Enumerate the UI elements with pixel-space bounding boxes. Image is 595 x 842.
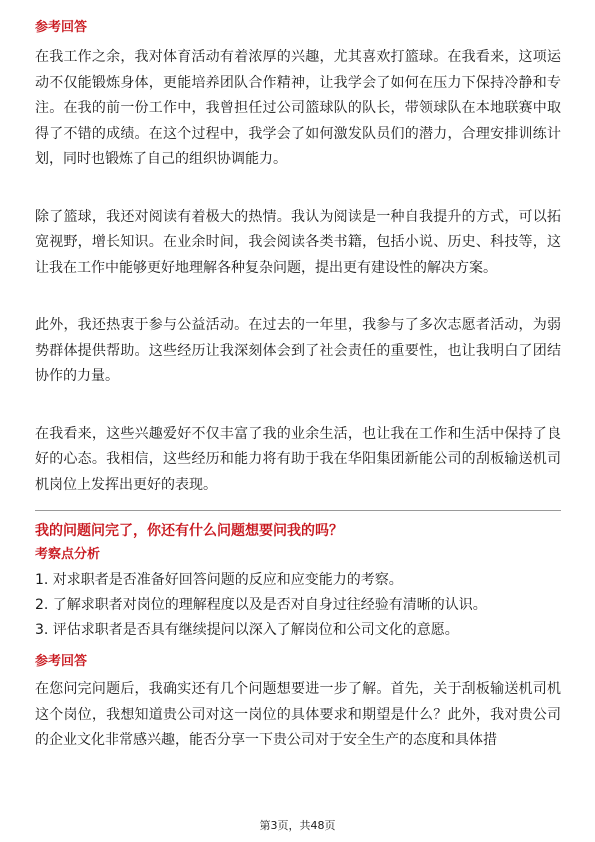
page-number: 第3页，共48页 (259, 819, 336, 832)
answer-paragraph-3: 此外，我还热衷于参与公益活动。在过去的一年里，我参与了多次志愿者活动，为弱势群体提供帮助。这些经历让我深刻体会到了社会责任的重要性，也让我明白了团结协作的力量。 (35, 317, 561, 384)
answer-paragraph-4: 在我看来，这些兴趣爱好不仅丰富了我的业余生活，也让我在工作和生活中保持了良好的心态。我相信，这些经历和能力将有助于我在华阳集团新能公司的刮板输送机司机岗位上发挥出更好的表现。 (35, 425, 561, 493)
answer-heading: 参考回答 (35, 20, 88, 35)
answer-paragraph-2: 除了篮球，我还对阅读有着极大的热情。我认为阅读是一种自我提升的方式，可以拓宽视野，增长知识。在业余时间，我会阅读各类书籍，包括小说、历史、科技等，这让我在工作中能够更好地理解各种复杂问题，提出更有建设性的解决方案。 (35, 208, 561, 276)
answer-paragraph-5: 在您问完问题后，我确实还有几个问题想要进一步了解。首先，关于刮板输送机司机这个岗位，我想知道贵公司对这一岗位的具体要求和期望是什么？此外，我对贵公司的企业文化非常感兴趣，能否分享一下贵公司对于安全生产的态度和具体措 (35, 681, 561, 748)
analysis-heading: 考察点分析 (35, 547, 101, 562)
analysis-item-2: 2. 了解求职者对岗位的理解程度以及是否对自身过往经验有清晰的认识。 (35, 597, 487, 613)
interview-question: 我的问题问完了，你还有什么问题想要问我的吗？ (35, 523, 343, 539)
answer-paragraph-1: 在我工作之余，我对体育活动有着浓厚的兴趣，尤其喜欢打篮球。在我看来，这项运动不仅能锻炼身体，更能培养团队合作精神，让我学会了如何在压力下保持冷静和专注。在我的前一份工作中，我曾担任过公司篮球队的队长，带领球队在本地联赛中取得了不错的成绩。在这个过程中，我学会了如何激发队员们的潜力，合理安排训练计划，同时也锻炼了自己的组织协调能力。 (35, 49, 561, 167)
analysis-item-3: 3. 评估求职者是否具有继续提问以深入了解岗位和公司文化的意愿。 (35, 622, 459, 638)
analysis-item-1: 1. 对求职者是否准备好回答问题的反应和应变能力的考察。 (35, 572, 403, 588)
answer-heading-2: 参考回答 (35, 654, 88, 669)
document-body (35, 19, 561, 754)
